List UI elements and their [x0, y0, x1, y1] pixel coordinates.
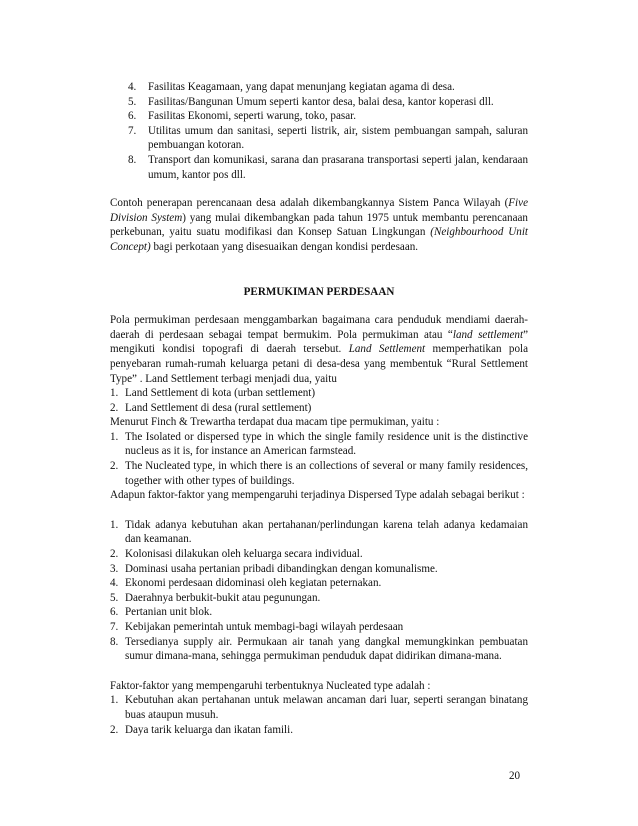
page-number: 20 [509, 770, 521, 782]
list-number: 2. [110, 548, 119, 561]
list-item [110, 620, 528, 635]
list-text: Kebutuhan akan pertahanan untuk melawan ancaman dari luar, seperti serangan binatang buas ataupun musuh. [125, 694, 528, 721]
list-item [110, 459, 528, 488]
list-text: Tersedianya supply air. Permukaan air tanah yang dangkal memungkinkan pembuatan sumur dimana-mana, sehingga permukiman penduduk dapat didirikan dimana-mana. [125, 635, 528, 663]
list-number: 4. [128, 81, 137, 93]
nucleated-factors-list [110, 693, 528, 737]
finch-intro: Menurut Finch & Trewartha terdapat dua macam tipe permukiman, yaitu : [110, 416, 440, 429]
list-number: 8. [110, 635, 119, 648]
list-item [110, 153, 528, 182]
list-text: Transport dan komunikasi, sarana dan prasarana transportasi seperti jalan, kendaraan umum, kantor pos dll. [148, 153, 528, 181]
list-item [110, 430, 528, 459]
list-number: 6. [110, 606, 119, 619]
list-number: 4. [110, 577, 119, 590]
list-number: 1. [110, 430, 119, 443]
list-text: Land Settlement di kota (urban settlement) [125, 387, 316, 400]
list-text: Kolonisasi dilakukan oleh keluarga secara individual. [125, 548, 363, 561]
list-number: 1. [110, 387, 119, 400]
list-text: Land Settlement di desa (rural settlement) [125, 401, 312, 414]
list-number: 7. [128, 124, 137, 137]
section-heading: PERMUKIMAN PERDESAAN [243, 285, 395, 298]
settlement-types-list [110, 430, 528, 488]
list-text: Fasilitas/Bangunan Umum seperti kantor desa, balai desa, kantor koperasi dll. [148, 95, 494, 108]
list-number: 2. [110, 401, 119, 414]
list-item [110, 723, 528, 738]
list-number: 6. [128, 110, 137, 123]
list-item [110, 401, 528, 416]
list-text: The Isolated or dispersed type in which the single family residence unit is the distinctive nucleus as it is, for instance an American farmstead. [125, 430, 528, 458]
list-text: Dominasi usaha pertanian pribadi dibandingkan dengan komunalisme. [125, 562, 438, 575]
list-number: 1. [110, 694, 119, 707]
facilities-list [110, 80, 528, 182]
list-item [110, 518, 528, 547]
list-text: Kebijakan pemerintah untuk membagi-bagi wilayah perdesaan [125, 621, 404, 633]
list-item [110, 562, 528, 577]
list-number: 3. [110, 562, 119, 575]
document-page [110, 80, 528, 737]
list-number: 1. [110, 518, 119, 531]
list-item [110, 124, 528, 153]
list-text: Daerahnya berbukit-bukit atau pegunungan. [125, 591, 321, 604]
list-number: 8. [128, 153, 137, 166]
list-item [110, 635, 528, 664]
list-number: 2. [110, 460, 119, 473]
list-text: Utilitas umum dan sanitasi, seperti listrik, air, sistem pembuangan sampah, saluran pembuangan kotoran. [148, 124, 528, 152]
settlement-paragraph: Pola permukiman perdesaan menggambarkan bagaimana cara penduduk mendiami daerah-daerah di perdesaan sebagai tempat bermukim. Pola permukiman atau “land settlement” mengikuti kondisi topografi di daerah tersebut. Land Settlement memperhatikan pola penyebaran rumah-rumah keluarga petani di desa-desa yang membentuk “Rural Settlement Type” . Land Settlement terbagi menjadi dua, yaitu [110, 314, 528, 385]
planning-paragraph: Contoh penerapan perencanaan desa adalah dikembangkannya Sistem Panca Wilayah (Five Division System) yang mulai dikembangkan pada tahun 1975 untuk membantu perencanaan perkebunan, yaitu suatu modifikasi dan Konsep Satuan Lingkungan (Neighbourhood Unit Concept) bagi perkotaan yang disesuaikan dengan kondisi perdesaan. [110, 197, 528, 253]
list-item [110, 80, 528, 95]
list-text: Tidak adanya kebutuhan akan pertahanan/perlindungan karena telah adanya kedamaian dan keamanan. [125, 518, 528, 546]
list-item [110, 576, 528, 591]
list-item [110, 605, 528, 620]
list-text: Daya tarik keluarga dan ikatan famili. [125, 723, 293, 736]
list-text: Ekonomi perdesaan didominasi oleh kegiatan peternakan. [125, 577, 382, 590]
list-text: Pertanian unit blok. [125, 606, 213, 619]
list-number: 5. [110, 591, 119, 604]
nucleated-intro: Faktor-faktor yang mempengaruhi terbentuknya Nucleated type adalah : [110, 679, 431, 692]
list-number: 7. [110, 621, 119, 633]
list-item [110, 95, 528, 110]
list-number: 2. [110, 723, 119, 736]
list-item [110, 693, 528, 722]
settlement-list [110, 386, 528, 415]
dispersed-intro: Adapun faktor-faktor yang mempengaruhi terjadinya Dispersed Type adalah sebagai berikut : [110, 489, 525, 502]
list-item [110, 109, 528, 124]
list-item [110, 547, 528, 562]
list-text: Fasilitas Keagamaan, yang dapat menunjang kegiatan agama di desa. [148, 81, 455, 93]
list-item [110, 591, 528, 606]
list-text: Fasilitas Ekonomi, seperti warung, toko, pasar. [148, 110, 356, 123]
list-text: The Nucleated type, in which there is an collections of several or many family residences, together with other types of buildings. [125, 460, 528, 487]
list-number: 5. [128, 95, 137, 108]
list-item [110, 386, 528, 401]
dispersed-factors-list [110, 518, 528, 664]
